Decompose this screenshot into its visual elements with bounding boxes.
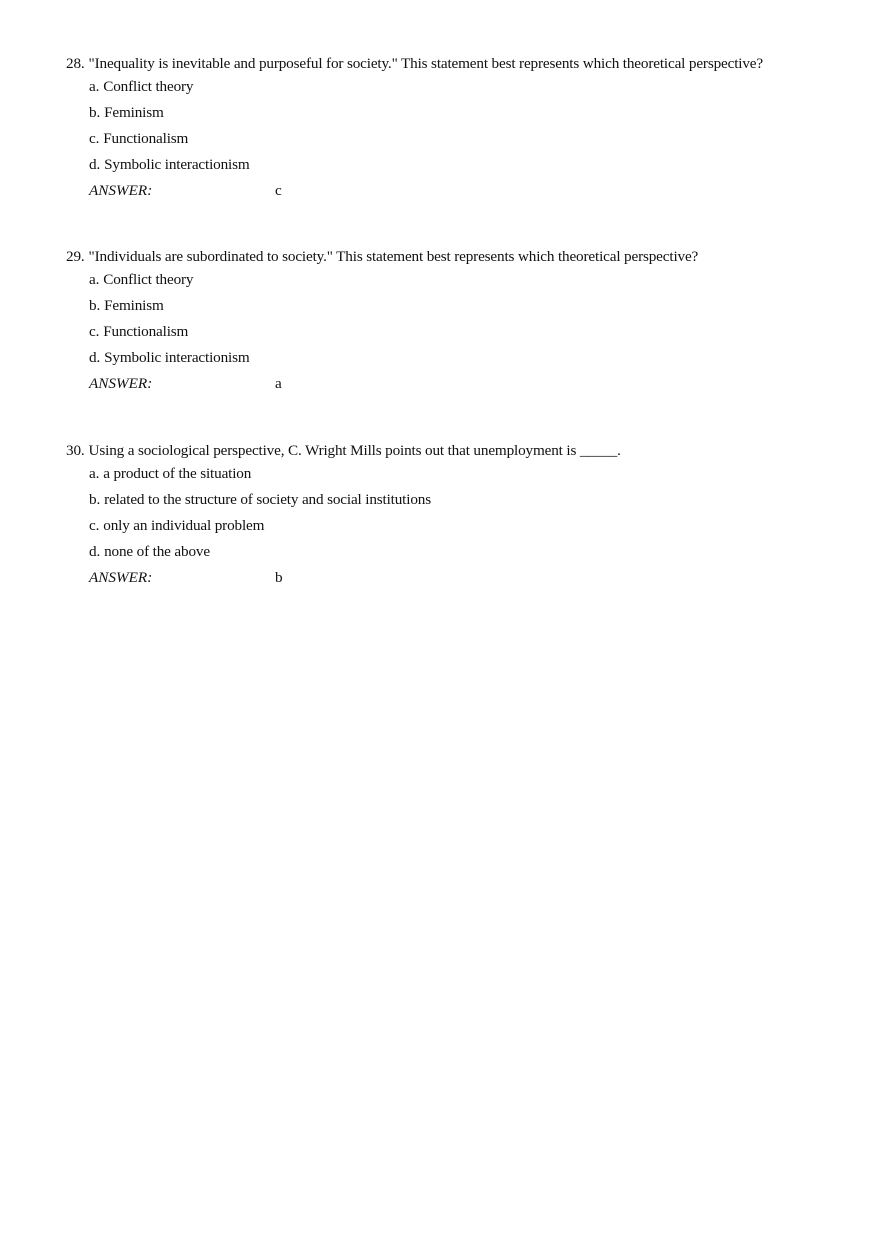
answer-row: [66, 568, 856, 588]
option-letter: a.: [89, 78, 100, 95]
option-text: Conflict theory: [103, 78, 194, 95]
question-stem: [66, 54, 856, 74]
option-list: [66, 464, 856, 562]
option-b: [89, 490, 856, 510]
option-list: [66, 270, 856, 368]
question-number: 28.: [66, 55, 85, 72]
option-letter: b.: [89, 104, 101, 121]
option-a: [89, 270, 856, 290]
option-text: Symbolic interactionism: [104, 156, 250, 173]
option-text: Functionalism: [103, 130, 189, 147]
option-c: [89, 516, 856, 536]
answer-value: b: [275, 569, 283, 586]
question-number: 29.: [66, 248, 85, 265]
option-b: [89, 296, 856, 316]
option-d: [89, 155, 856, 175]
option-letter: c.: [89, 323, 100, 340]
answer-row: [66, 374, 856, 394]
question-stem: [66, 247, 856, 267]
option-text: Feminism: [104, 297, 164, 314]
option-c: [89, 322, 856, 342]
question-29: [66, 247, 856, 394]
answer-row: [66, 181, 856, 201]
option-letter: d.: [89, 349, 101, 366]
question-text: "Inequality is inevitable and purposeful for society." This statement best represents which theoretical perspective?: [88, 55, 763, 72]
answer-value: a: [275, 375, 282, 392]
answer-value: c: [275, 182, 282, 199]
option-letter: a.: [89, 271, 100, 288]
option-letter: b.: [89, 491, 101, 508]
option-list: [66, 77, 856, 175]
option-letter: d.: [89, 156, 101, 173]
option-c: [89, 129, 856, 149]
option-text: only an individual problem: [103, 517, 265, 534]
answer-label: ANSWER:: [89, 569, 153, 586]
option-letter: a.: [89, 465, 100, 482]
option-text: none of the above: [104, 543, 210, 560]
option-letter: c.: [89, 517, 100, 534]
option-text: related to the structure of society and social institutions: [104, 491, 431, 508]
option-d: [89, 542, 856, 562]
option-a: [89, 77, 856, 97]
option-text: Conflict theory: [103, 271, 194, 288]
option-text: a product of the situation: [103, 465, 252, 482]
option-a: [89, 464, 856, 484]
question-text: "Individuals are subordinated to society." This statement best represents which theoretical perspective?: [88, 248, 699, 265]
option-text: Functionalism: [103, 323, 189, 340]
question-28: [66, 54, 856, 201]
question-text: Using a sociological perspective, C. Wright Mills points out that unemployment is _____.: [88, 442, 621, 459]
option-letter: b.: [89, 297, 101, 314]
question-number: 30.: [66, 442, 85, 459]
option-d: [89, 348, 856, 368]
question-30: [66, 441, 856, 588]
option-text: Symbolic interactionism: [104, 349, 250, 366]
option-b: [89, 103, 856, 123]
question-stem: [66, 441, 856, 461]
answer-label: ANSWER:: [89, 182, 153, 199]
answer-label: ANSWER:: [89, 375, 153, 392]
option-text: Feminism: [104, 104, 164, 121]
option-letter: c.: [89, 130, 100, 147]
option-letter: d.: [89, 543, 101, 560]
